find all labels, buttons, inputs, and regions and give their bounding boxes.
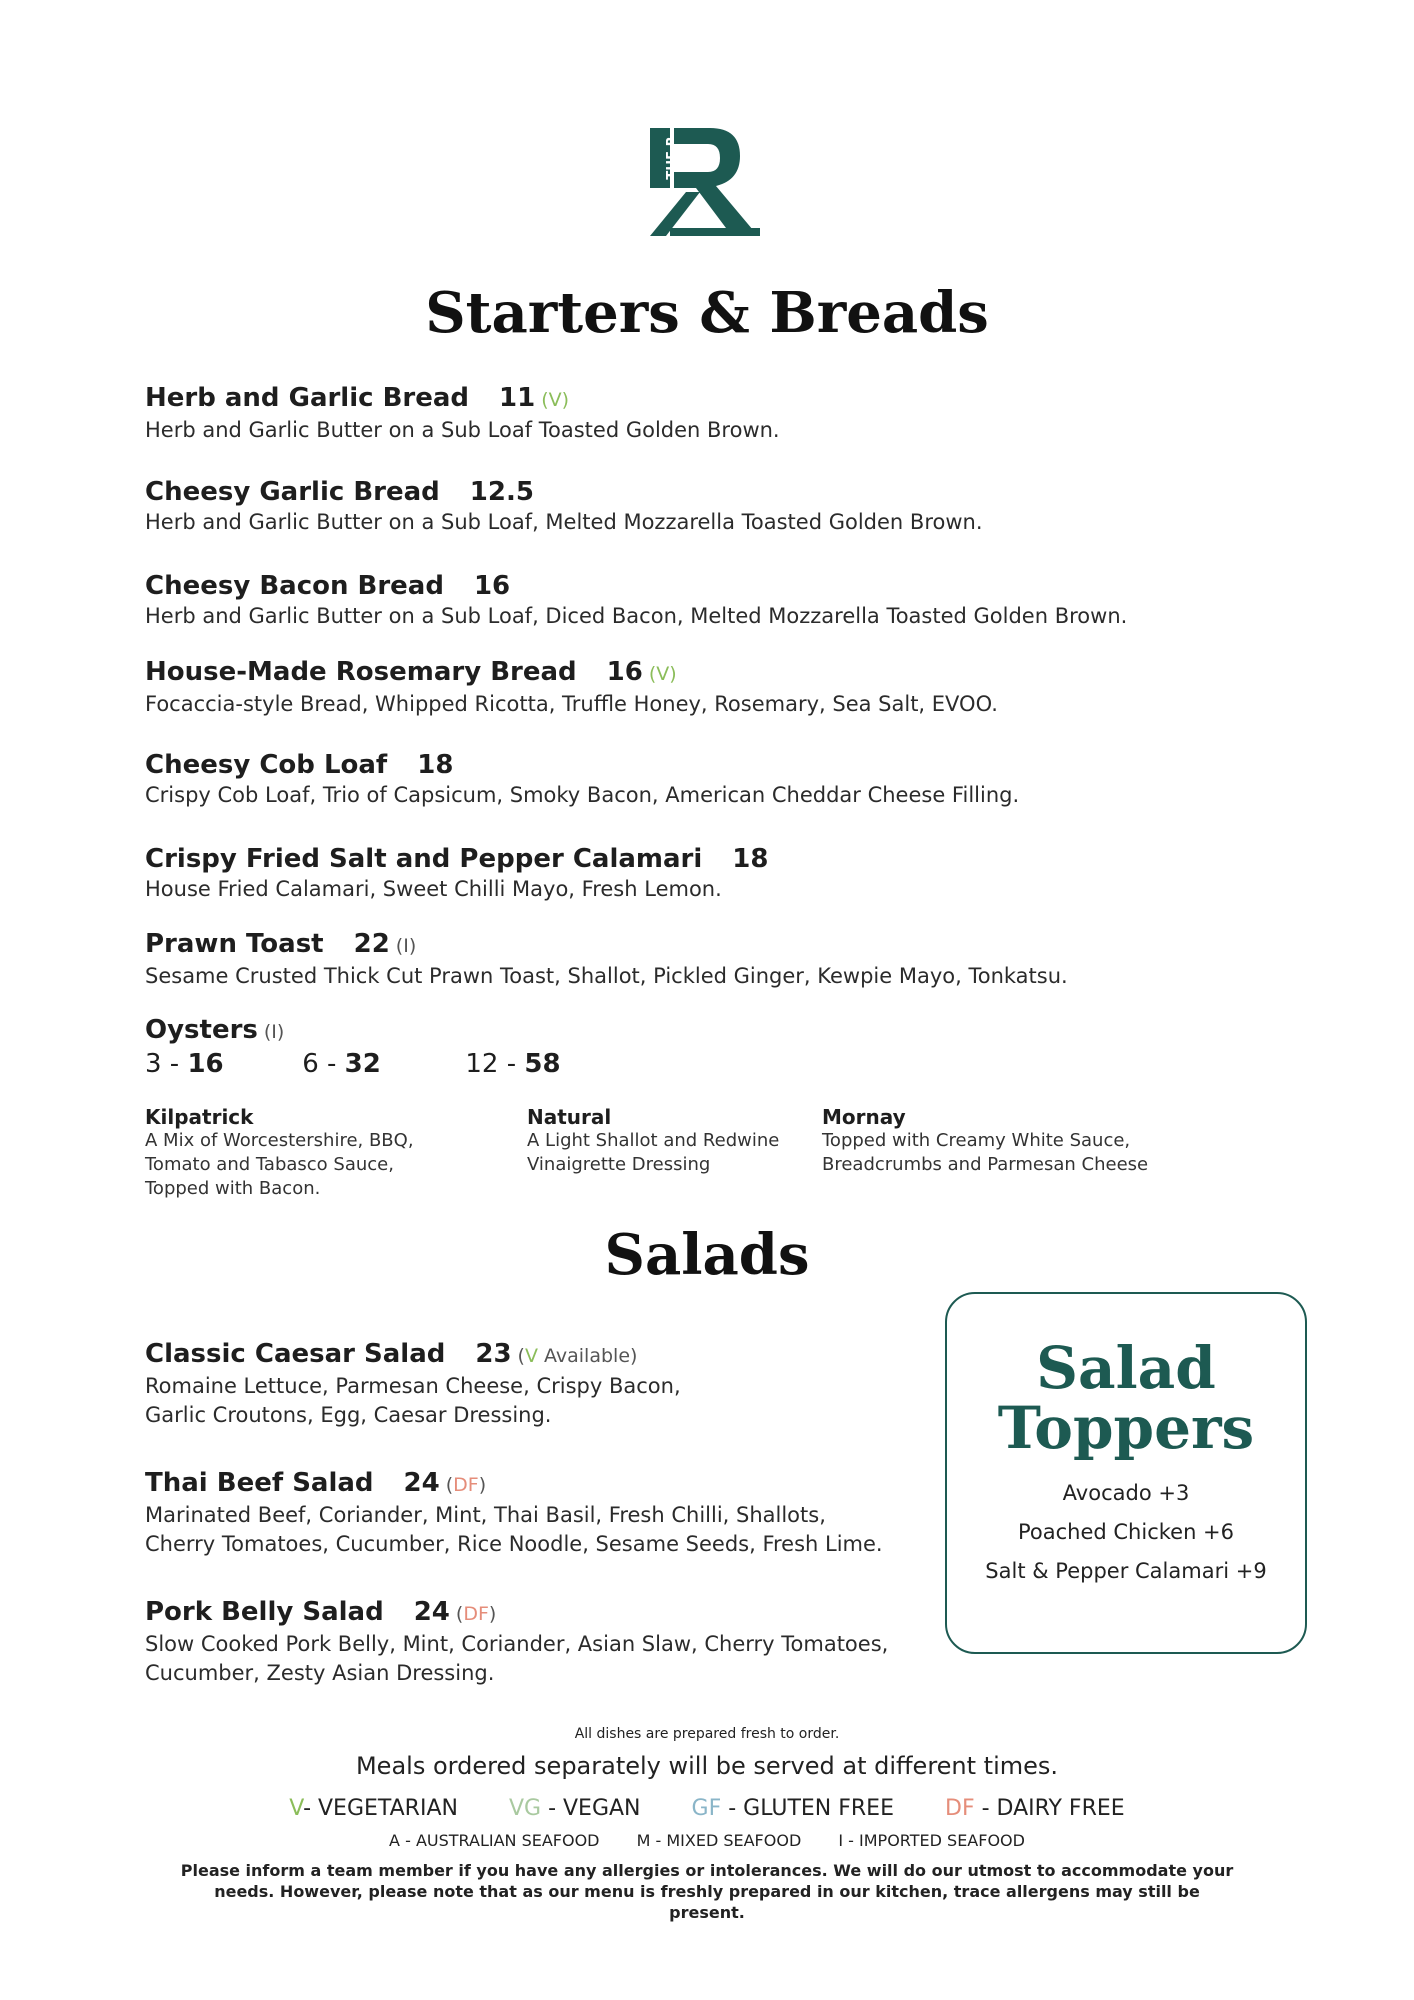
item-name: Cheesy Garlic Bread bbox=[145, 477, 440, 507]
allergy-line: needs. However, please note that as our menu is freshly prepared in our kitchen, trace allergens may still be present. bbox=[214, 1882, 1200, 1922]
legend-dairy-free: DF - DAIRY FREE bbox=[945, 1796, 1125, 1821]
oyster-style bbox=[145, 1105, 414, 1201]
oyster-qty: 3 - bbox=[145, 1049, 180, 1079]
item-tag: (DF) bbox=[445, 1474, 487, 1496]
item-price: 12.5 bbox=[469, 477, 534, 507]
toppers-list bbox=[947, 1474, 1305, 1591]
legend-vegetarian: V- VEGETARIAN bbox=[289, 1796, 458, 1821]
menu-item bbox=[145, 570, 1127, 631]
item-name: Oysters bbox=[145, 1015, 258, 1045]
item-name: Thai Beef Salad bbox=[145, 1468, 374, 1498]
item-description: Marinated Beef, Coriander, Mint, Thai Basil, Fresh Chilli, Shallots, bbox=[145, 1503, 826, 1527]
item-description: Garlic Croutons, Egg, Caesar Dressing. bbox=[145, 1403, 552, 1427]
salad-toppers-box bbox=[945, 1292, 1307, 1654]
oyster-style-line: A Mix of Worcestershire, BBQ, bbox=[145, 1130, 414, 1151]
item-description: Herb and Garlic Butter on a Sub Loaf, Melted Mozzarella Toasted Golden Brown. bbox=[145, 510, 983, 534]
topper-item: Salt & Pepper Calamari +9 bbox=[985, 1559, 1267, 1583]
oyster-style-line: Topped with Creamy White Sauce, bbox=[822, 1130, 1131, 1151]
item-description: Crispy Cob Loaf, Trio of Capsicum, Smoky Bacon, American Cheddar Cheese Filling. bbox=[145, 783, 1020, 807]
menu-item bbox=[145, 476, 983, 537]
item-price: 24 bbox=[413, 1597, 450, 1627]
item-description: Herb and Garlic Butter on a Sub Loaf Toasted Golden Brown. bbox=[145, 418, 780, 442]
item-name: Crispy Fried Salt and Pepper Calamari bbox=[145, 844, 703, 874]
topper-item: Poached Chicken +6 bbox=[1017, 1520, 1235, 1544]
salads-title: Salads bbox=[604, 1222, 810, 1288]
item-tag: (V) bbox=[648, 663, 677, 685]
item-name: House-Made Rosemary Bread bbox=[145, 657, 577, 687]
legend-vegan: VG - VEGAN bbox=[508, 1796, 641, 1821]
menu-item bbox=[145, 1467, 883, 1559]
item-description: Sesame Crusted Thick Cut Prawn Toast, Shallot, Pickled Ginger, Kewpie Mayo, Tonkatsu. bbox=[145, 964, 1068, 988]
toppers-title-line: Toppers bbox=[997, 1394, 1255, 1462]
item-price: 11 bbox=[499, 383, 536, 413]
item-name: Cheesy Cob Loaf bbox=[145, 750, 388, 780]
oyster-qty: 12 - bbox=[465, 1049, 517, 1079]
oyster-style-name: Kilpatrick bbox=[145, 1105, 254, 1129]
item-price: 23 bbox=[475, 1339, 512, 1369]
item-tag: (I) bbox=[263, 1021, 285, 1043]
oysters-prices bbox=[145, 1048, 561, 1080]
oyster-price: 32 bbox=[344, 1049, 381, 1079]
item-name: Prawn Toast bbox=[145, 929, 324, 959]
legend-gluten-free: GF - GLUTEN FREE bbox=[691, 1796, 894, 1821]
item-price: 18 bbox=[417, 750, 454, 780]
starters-title: Starters & Breads bbox=[425, 280, 989, 346]
item-price: 18 bbox=[732, 844, 769, 874]
item-description: Focaccia-style Bread, Whipped Ricotta, Truffle Honey, Rosemary, Sea Salt, EVOO. bbox=[145, 692, 998, 716]
oysters-heading bbox=[145, 1014, 284, 1048]
oyster-style-line: Breadcrumbs and Parmesan Cheese bbox=[822, 1154, 1149, 1175]
item-tag: (I) bbox=[395, 935, 417, 957]
menu-item bbox=[145, 382, 780, 445]
item-tag: (V Available) bbox=[517, 1345, 638, 1367]
brand-logo bbox=[640, 128, 770, 240]
menu-item bbox=[145, 1338, 681, 1430]
item-name: Classic Caesar Salad bbox=[145, 1339, 446, 1369]
menu-item bbox=[145, 843, 768, 904]
item-price: 16 bbox=[473, 571, 511, 601]
item-price: 22 bbox=[353, 929, 390, 959]
oyster-style-name: Mornay bbox=[822, 1105, 906, 1129]
item-name: Pork Belly Salad bbox=[145, 1597, 384, 1627]
oyster-style bbox=[527, 1105, 779, 1177]
menu-item bbox=[145, 928, 1068, 991]
menu-item bbox=[145, 656, 998, 719]
item-price: 16 bbox=[606, 657, 643, 687]
oyster-style-line: Vinaigrette Dressing bbox=[527, 1154, 711, 1175]
item-description: Herb and Garlic Butter on a Sub Loaf, Diced Bacon, Melted Mozzarella Toasted Golden Brown. bbox=[145, 604, 1128, 628]
salad-toppers-title bbox=[947, 1334, 1305, 1462]
item-tag: (DF) bbox=[455, 1603, 497, 1625]
oyster-style-line: Tomato and Tabasco Sauce, bbox=[145, 1154, 394, 1175]
seafood-australian: A - AUSTRALIAN SEAFOOD bbox=[389, 1831, 600, 1850]
item-price: 24 bbox=[403, 1468, 440, 1498]
item-description: Slow Cooked Pork Belly, Mint, Coriander, Asian Slaw, Cherry Tomatoes, bbox=[145, 1632, 889, 1656]
toppers-title-line: Salad bbox=[1036, 1334, 1216, 1402]
seafood-mixed: M - MIXED SEAFOOD bbox=[636, 1831, 802, 1850]
oyster-qty: 6 - bbox=[302, 1049, 337, 1079]
item-description: Cucumber, Zesty Asian Dressing. bbox=[145, 1661, 495, 1685]
allergy-line: Please inform a team member if you have any allergies or intolerances. We will do our utmost to accommodate your bbox=[180, 1861, 1234, 1880]
fresh-note: All dishes are prepared fresh to order. bbox=[574, 1726, 840, 1742]
logo-the-text: THE R bbox=[665, 136, 680, 180]
item-description: Romaine Lettuce, Parmesan Cheese, Crispy Bacon, bbox=[145, 1374, 681, 1398]
item-name: Cheesy Bacon Bread bbox=[145, 571, 444, 601]
item-name: Herb and Garlic Bread bbox=[145, 383, 470, 413]
menu-item bbox=[145, 1596, 888, 1688]
oyster-style-name: Natural bbox=[527, 1105, 612, 1129]
topper-item: Avocado +3 bbox=[1062, 1481, 1190, 1505]
seafood-imported: I - IMPORTED SEAFOOD bbox=[838, 1831, 1025, 1850]
item-tag: (V) bbox=[541, 389, 570, 411]
dietary-legend bbox=[0, 1796, 1414, 1821]
item-description: House Fried Calamari, Sweet Chilli Mayo, Fresh Lemon. bbox=[145, 877, 722, 901]
oyster-price: 16 bbox=[187, 1049, 224, 1079]
seafood-legend bbox=[0, 1831, 1414, 1850]
served-note: Meals ordered separately will be served at different times. bbox=[355, 1752, 1059, 1780]
oyster-style bbox=[822, 1105, 1148, 1177]
menu-item bbox=[145, 749, 1019, 810]
item-description: Cherry Tomatoes, Cucumber, Rice Noodle, Sesame Seeds, Fresh Lime. bbox=[145, 1532, 883, 1556]
oyster-style-line: Topped with Bacon. bbox=[145, 1178, 321, 1199]
oyster-price: 58 bbox=[524, 1049, 561, 1079]
allergy-notice bbox=[180, 1860, 1234, 1923]
oyster-style-line: A Light Shallot and Redwine bbox=[527, 1130, 780, 1151]
